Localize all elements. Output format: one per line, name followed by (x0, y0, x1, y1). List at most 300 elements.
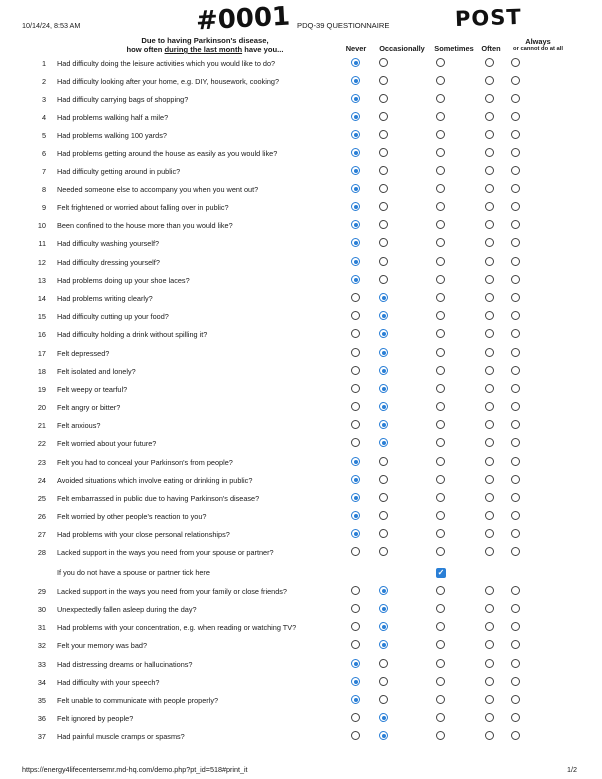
radio-sometimes[interactable] (436, 130, 445, 139)
question-row (0, 584, 602, 600)
radio-often[interactable] (485, 493, 494, 502)
radio-sometimes[interactable] (436, 348, 445, 357)
question-row (0, 602, 602, 618)
radio-always[interactable] (511, 622, 520, 631)
question-number: 27 (37, 530, 46, 539)
radio-often[interactable] (485, 420, 494, 429)
radio-sometimes[interactable] (436, 402, 445, 411)
radio-never[interactable] (351, 511, 360, 520)
radio-always[interactable] (511, 529, 520, 538)
question-number: 31 (37, 623, 46, 632)
question-number: 1 (41, 59, 46, 68)
radio-always[interactable] (511, 604, 520, 613)
radio-never[interactable] (351, 348, 360, 357)
column-sometimes: Sometimes (434, 44, 474, 53)
question-text: Had difficulty washing yourself? (57, 239, 160, 248)
radio-occasionally[interactable] (379, 604, 388, 613)
question-text: Needed someone else to accompany you when you went out? (57, 185, 259, 194)
radio-occasionally[interactable] (379, 257, 388, 266)
radio-always[interactable] (511, 511, 520, 520)
radio-occasionally[interactable] (379, 457, 388, 466)
radio-occasionally[interactable] (379, 275, 388, 284)
radio-sometimes[interactable] (436, 275, 445, 284)
radio-sometimes[interactable] (436, 112, 445, 121)
question-number: 3 (41, 95, 46, 104)
radio-never[interactable] (351, 457, 360, 466)
radio-often[interactable] (485, 659, 494, 668)
radio-never[interactable] (351, 384, 360, 393)
radio-never[interactable] (351, 695, 360, 704)
radio-sometimes[interactable] (436, 184, 445, 193)
radio-sometimes[interactable] (436, 76, 445, 85)
radio-sometimes[interactable] (436, 511, 445, 520)
radio-often[interactable] (485, 511, 494, 520)
radio-sometimes[interactable] (436, 529, 445, 538)
radio-always[interactable] (511, 713, 520, 722)
radio-sometimes[interactable] (436, 493, 445, 502)
radio-often[interactable] (485, 311, 494, 320)
radio-occasionally[interactable] (379, 547, 388, 556)
radio-sometimes[interactable] (436, 695, 445, 704)
radio-sometimes[interactable] (436, 457, 445, 466)
radio-occasionally[interactable] (379, 238, 388, 247)
radio-occasionally[interactable] (379, 311, 388, 320)
radio-often[interactable] (485, 348, 494, 357)
question-number: 5 (41, 131, 46, 140)
radio-always[interactable] (511, 293, 520, 302)
handwritten-label: POST (454, 4, 523, 32)
radio-sometimes[interactable] (436, 384, 445, 393)
radio-always[interactable] (511, 94, 520, 103)
radio-often[interactable] (485, 329, 494, 338)
question-number: 2 (41, 77, 46, 86)
radio-always[interactable] (511, 547, 520, 556)
question-number: 24 (37, 476, 46, 485)
radio-occasionally[interactable] (379, 293, 388, 302)
question-text: Had problems walking 100 yards? (57, 131, 167, 140)
question-row (0, 182, 602, 198)
question-number: 4 (41, 113, 46, 122)
question-row (0, 56, 602, 72)
question-number: 21 (37, 421, 46, 430)
handwritten-id: #0001 (195, 1, 291, 37)
radio-always[interactable] (511, 384, 520, 393)
radio-sometimes[interactable] (436, 640, 445, 649)
radio-often[interactable] (485, 475, 494, 484)
radio-often[interactable] (485, 166, 494, 175)
question-text: Felt unable to communicate with people properly? (57, 696, 219, 705)
radio-always[interactable] (511, 202, 520, 211)
radio-sometimes[interactable] (436, 202, 445, 211)
radio-always[interactable] (511, 275, 520, 284)
question-row (0, 436, 602, 452)
radio-sometimes[interactable] (436, 604, 445, 613)
question-row (0, 309, 602, 325)
radio-sometimes[interactable] (436, 659, 445, 668)
radio-always[interactable] (511, 457, 520, 466)
radio-never[interactable] (351, 604, 360, 613)
radio-always[interactable] (511, 329, 520, 338)
radio-always[interactable] (511, 402, 520, 411)
radio-always[interactable] (511, 493, 520, 502)
question-number: 35 (37, 696, 46, 705)
radio-always[interactable] (511, 166, 520, 175)
radio-occasionally[interactable] (379, 94, 388, 103)
radio-always[interactable] (511, 640, 520, 649)
question-text: Felt frightened or worried about falling over in public? (57, 203, 229, 212)
radio-occasionally[interactable] (379, 493, 388, 502)
radio-sometimes[interactable] (436, 713, 445, 722)
radio-often[interactable] (485, 275, 494, 284)
radio-often[interactable] (485, 695, 494, 704)
radio-occasionally[interactable] (379, 713, 388, 722)
question-text: Felt worried about your future? (57, 439, 157, 448)
radio-occasionally[interactable] (379, 586, 388, 595)
radio-sometimes[interactable] (436, 622, 445, 631)
radio-never[interactable] (351, 366, 360, 375)
radio-never[interactable] (351, 293, 360, 302)
radio-sometimes[interactable] (436, 329, 445, 338)
question-text: Unexpectedly fallen asleep during the day? (57, 605, 197, 614)
question-row (0, 382, 602, 398)
radio-often[interactable] (485, 677, 494, 686)
question-number: 28 (37, 548, 46, 557)
radio-always[interactable] (511, 731, 520, 740)
radio-never[interactable] (351, 329, 360, 338)
subtitle-line2: how often during the last month have you... (126, 45, 284, 54)
underlined-phrase: during the last month (164, 45, 243, 54)
radio-never[interactable] (351, 677, 360, 686)
question-text: Had distressing dreams or hallucinations? (57, 660, 193, 669)
radio-occasionally[interactable] (379, 166, 388, 175)
question-text: Had difficulty dressing yourself? (57, 258, 160, 267)
radio-never[interactable] (351, 713, 360, 722)
radio-never[interactable] (351, 640, 360, 649)
radio-occasionally[interactable] (379, 695, 388, 704)
radio-sometimes[interactable] (436, 311, 445, 320)
radio-occasionally[interactable] (379, 420, 388, 429)
radio-never[interactable] (351, 659, 360, 668)
radio-always[interactable] (511, 659, 520, 668)
radio-sometimes[interactable] (436, 94, 445, 103)
radio-often[interactable] (485, 130, 494, 139)
question-header (95, 36, 315, 54)
radio-sometimes[interactable] (436, 220, 445, 229)
radio-always[interactable] (511, 475, 520, 484)
radio-never[interactable] (351, 238, 360, 247)
radio-always[interactable] (511, 438, 520, 447)
column-occasionally: Occasionally (379, 44, 425, 53)
radio-sometimes[interactable] (436, 293, 445, 302)
question-number: 25 (37, 494, 46, 503)
radio-occasionally[interactable] (379, 529, 388, 538)
question-text: Had problems getting around the house as easily as you would like? (57, 149, 278, 158)
question-row (0, 255, 602, 271)
radio-sometimes[interactable] (436, 438, 445, 447)
question-row (0, 364, 602, 380)
radio-occasionally[interactable] (379, 659, 388, 668)
radio-sometimes[interactable] (436, 475, 445, 484)
question-number: 17 (37, 349, 46, 358)
question-row (0, 74, 602, 90)
radio-always[interactable] (511, 238, 520, 247)
radio-sometimes[interactable] (436, 731, 445, 740)
radio-always[interactable] (511, 695, 520, 704)
radio-never[interactable] (351, 166, 360, 175)
radio-occasionally[interactable] (379, 640, 388, 649)
radio-always[interactable] (511, 220, 520, 229)
radio-often[interactable] (485, 238, 494, 247)
radio-occasionally[interactable] (379, 511, 388, 520)
question-text: Felt you had to conceal your Parkinson's from people? (57, 458, 233, 467)
question-text: Felt angry or bitter? (57, 403, 121, 412)
question-text: Felt depressed? (57, 349, 110, 358)
subtitle-line1: Due to having Parkinson's disease, (141, 36, 269, 45)
radio-sometimes[interactable] (436, 547, 445, 556)
question-number: 6 (41, 149, 46, 158)
question-number: 22 (37, 439, 46, 448)
radio-never[interactable] (351, 547, 360, 556)
radio-often[interactable] (485, 220, 494, 229)
question-text: Had difficulty with your speech? (57, 678, 160, 687)
question-row (0, 327, 602, 343)
radio-never[interactable] (351, 438, 360, 447)
radio-always[interactable] (511, 130, 520, 139)
radio-often[interactable] (485, 402, 494, 411)
radio-never[interactable] (351, 420, 360, 429)
question-row (0, 693, 602, 709)
question-text: Had problems walking half a mile? (57, 113, 169, 122)
radio-often[interactable] (485, 731, 494, 740)
question-number: 32 (37, 641, 46, 650)
question-number: 20 (37, 403, 46, 412)
radio-often[interactable] (485, 257, 494, 266)
question-number: 23 (37, 458, 46, 467)
radio-always[interactable] (511, 112, 520, 121)
radio-often[interactable] (485, 76, 494, 85)
radio-sometimes[interactable] (436, 166, 445, 175)
radio-never[interactable] (351, 202, 360, 211)
question-text: Had difficulty holding a drink without spilling it? (57, 330, 208, 339)
radio-never[interactable] (351, 475, 360, 484)
radio-often[interactable] (485, 202, 494, 211)
radio-often[interactable] (485, 529, 494, 538)
radio-never[interactable] (351, 76, 360, 85)
radio-occasionally[interactable] (379, 220, 388, 229)
question-text: Felt anxious? (57, 421, 101, 430)
question-number: 8 (41, 185, 46, 194)
radio-often[interactable] (485, 640, 494, 649)
question-row (0, 711, 602, 727)
question-row (0, 455, 602, 471)
radio-sometimes[interactable] (436, 148, 445, 157)
radio-often[interactable] (485, 58, 494, 67)
column-never: Never (345, 44, 367, 53)
radio-always[interactable] (511, 677, 520, 686)
question-text: Felt your memory was bad? (57, 641, 148, 650)
radio-never[interactable] (351, 275, 360, 284)
radio-always[interactable] (511, 184, 520, 193)
radio-always[interactable] (511, 311, 520, 320)
radio-often[interactable] (485, 586, 494, 595)
radio-never[interactable] (351, 311, 360, 320)
no-partner-checkbox[interactable]: ✓ (437, 568, 445, 577)
question-number: 14 (37, 294, 46, 303)
radio-often[interactable] (485, 438, 494, 447)
question-text: Had problems writing clearly? (57, 294, 153, 303)
radio-occasionally[interactable] (379, 384, 388, 393)
question-row (0, 675, 602, 691)
question-text: Had painful muscle cramps or spasms? (57, 732, 185, 741)
question-number: 16 (37, 330, 46, 339)
radio-always[interactable] (511, 257, 520, 266)
question-row (0, 200, 602, 216)
radio-never[interactable] (351, 731, 360, 740)
radio-never[interactable] (351, 112, 360, 121)
question-number: 34 (37, 678, 46, 687)
radio-always[interactable] (511, 366, 520, 375)
radio-always[interactable] (511, 348, 520, 357)
question-text: Had difficulty looking after your home, e.g. DIY, housework, cooking? (57, 77, 280, 86)
question-row (0, 236, 602, 252)
radio-always[interactable] (511, 76, 520, 85)
radio-always[interactable] (511, 586, 520, 595)
radio-occasionally[interactable] (379, 148, 388, 157)
question-text: If you do not have a spouse or partner tick here (57, 568, 210, 577)
radio-sometimes[interactable] (436, 238, 445, 247)
radio-often[interactable] (485, 384, 494, 393)
question-row (0, 473, 602, 489)
question-number: 12 (37, 258, 46, 267)
radio-occasionally[interactable] (379, 130, 388, 139)
radio-occasionally[interactable] (379, 366, 388, 375)
question-number: 11 (38, 239, 46, 248)
radio-occasionally[interactable] (379, 622, 388, 631)
question-text: Had difficulty carrying bags of shopping? (57, 95, 189, 104)
radio-occasionally[interactable] (379, 58, 388, 67)
radio-often[interactable] (485, 148, 494, 157)
radio-often[interactable] (485, 112, 494, 121)
radio-never[interactable] (351, 148, 360, 157)
radio-occasionally[interactable] (379, 329, 388, 338)
radio-often[interactable] (485, 457, 494, 466)
radio-always[interactable] (511, 148, 520, 157)
radio-occasionally[interactable] (379, 677, 388, 686)
radio-sometimes[interactable] (436, 58, 445, 67)
question-row (0, 545, 602, 561)
radio-sometimes[interactable] (436, 677, 445, 686)
radio-never[interactable] (351, 257, 360, 266)
radio-never[interactable] (351, 130, 360, 139)
footer-url: https://energy4lifecentersemr.md-hq.com/demo.php?pt_id=518#print_it (22, 765, 248, 774)
radio-never[interactable] (351, 58, 360, 67)
question-number: 19 (37, 385, 46, 394)
radio-never[interactable] (351, 94, 360, 103)
question-number: 7 (41, 167, 46, 176)
timestamp: 10/14/24, 8:53 AM (22, 21, 81, 30)
radio-never[interactable] (351, 184, 360, 193)
question-text: Had problems with your concentration, e.g. when reading or watching TV? (57, 623, 297, 632)
question-row (0, 400, 602, 416)
radio-sometimes[interactable] (436, 257, 445, 266)
question-number: 13 (37, 276, 46, 285)
question-row (0, 527, 602, 543)
question-text: Had difficulty getting around in public? (57, 167, 181, 176)
question-row (0, 491, 602, 507)
page-number: 1/2 (567, 765, 577, 774)
question-number: 36 (37, 714, 46, 723)
question-row (0, 620, 602, 636)
question-row (0, 110, 602, 126)
radio-occasionally[interactable] (379, 402, 388, 411)
question-text: Avoided situations which involve eating or drinking in public? (57, 476, 253, 485)
question-row (0, 346, 602, 362)
question-number: 9 (41, 203, 46, 212)
radio-occasionally[interactable] (379, 112, 388, 121)
radio-often[interactable] (485, 293, 494, 302)
question-row (0, 729, 602, 745)
radio-often[interactable] (485, 366, 494, 375)
radio-often[interactable] (485, 713, 494, 722)
column-always: Always or cannot do at all (513, 37, 563, 52)
question-row (0, 146, 602, 162)
radio-often[interactable] (485, 547, 494, 556)
radio-often[interactable] (485, 622, 494, 631)
radio-sometimes[interactable] (436, 420, 445, 429)
radio-occasionally[interactable] (379, 348, 388, 357)
question-row (0, 92, 602, 108)
radio-never[interactable] (351, 402, 360, 411)
question-number: 33 (37, 660, 46, 669)
radio-never[interactable] (351, 220, 360, 229)
radio-occasionally[interactable] (379, 76, 388, 85)
radio-never[interactable] (351, 622, 360, 631)
question-row (0, 418, 602, 434)
radio-occasionally[interactable] (379, 731, 388, 740)
question-text: Felt isolated and lonely? (57, 367, 136, 376)
column-often: Often (481, 44, 501, 53)
radio-never[interactable] (351, 493, 360, 502)
radio-often[interactable] (485, 94, 494, 103)
question-text: Lacked support in the ways you need from your spouse or partner? (57, 548, 274, 557)
page-title: PDQ-39 QUESTIONNAIRE (297, 21, 390, 30)
question-row (0, 657, 602, 673)
question-text: Had problems with your close personal relationships? (57, 530, 230, 539)
question-text: Been confined to the house more than you would like? (57, 221, 233, 230)
radio-occasionally[interactable] (379, 184, 388, 193)
radio-always[interactable] (511, 420, 520, 429)
question-row (0, 128, 602, 144)
radio-often[interactable] (485, 604, 494, 613)
question-row (0, 273, 602, 289)
question-text: Had problems doing up your shoe laces? (57, 276, 190, 285)
question-text: Lacked support in the ways you need from your family or close friends? (57, 587, 287, 596)
radio-occasionally[interactable] (379, 475, 388, 484)
radio-sometimes[interactable] (436, 586, 445, 595)
question-text: Felt embarrassed in public due to having Parkinson's disease? (57, 494, 260, 503)
radio-occasionally[interactable] (379, 202, 388, 211)
radio-never[interactable] (351, 529, 360, 538)
radio-always[interactable] (511, 58, 520, 67)
radio-often[interactable] (485, 184, 494, 193)
question-number: 18 (37, 367, 46, 376)
radio-occasionally[interactable] (379, 438, 388, 447)
question-number: 10 (37, 221, 46, 230)
question-number: 30 (37, 605, 46, 614)
radio-sometimes[interactable] (436, 366, 445, 375)
no-partner-row (0, 565, 602, 581)
radio-never[interactable] (351, 586, 360, 595)
